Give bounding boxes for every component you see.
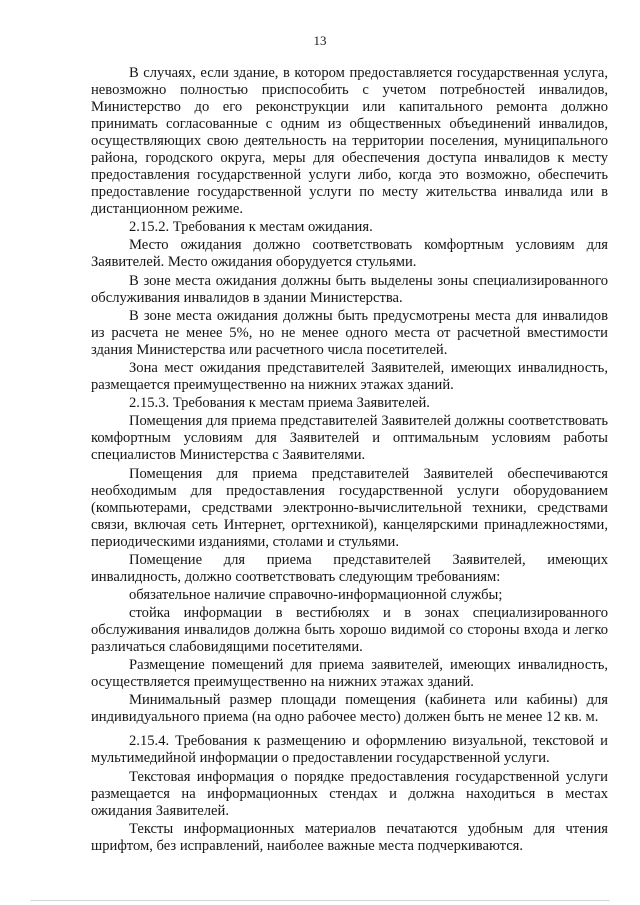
page-bottom-edge [30,900,610,901]
paragraph: обязательное наличие справочно-информационной службы; [129,586,503,603]
section-heading: 2.15.2. Требования к местам ожидания. [129,219,373,236]
section-heading: 2.15.3. Требования к местам приема Заявителей. [129,395,430,412]
paragraph: Минимальный размер площади помещения (кабинета или кабины) для индивидуального приема (на одно рабочее место) должен быть не менее 12 кв. м. [91,692,608,726]
paragraph: Помещения для приема представителей Заявителей должны соответствовать комфортным условиям для Заявителей и оптимальным условиям работы специалистов Министерства с Заявителями. [91,413,608,464]
paragraph: Зона мест ожидания представителей Заявителей, имеющих инвалидность, размещается преимущественно на нижних этажах зданий. [91,359,608,393]
page-number: 13 [313,33,327,48]
document-body [91,65,608,856]
paragraph: В зоне места ожидания должны быть выделены зоны специализированного обслуживания инвалидов в здании Министерства. [91,272,608,306]
paragraph: В зоне места ожидания должны быть предусмотрены места для инвалидов из расчета не менее 5%, но не менее одного места от расчетной вместимости здания Министерства или расчетного числа посетителей. [91,307,608,358]
paragraph: Помещение для приема представителей Заявителей, имеющих инвалидность, должно соответствовать следующим требованиям: [91,551,608,585]
paragraph: Текстовая информация о порядке предоставления государственной услуги размещается на информационных стендах и должна находиться в местах ожидания Заявителей. [91,768,608,819]
paragraph: стойка информации в вестибюлях и в зонах специализированного обслуживания инвалидов должна быть хорошо видимой со стороны входа и легко различаться слабовидящими посетителями. [91,605,608,656]
paragraph: Помещения для приема представителей Заявителей обеспечиваются необходимым для предоставления государственной услуги оборудованием (компьютерами, средствами электронно-вычислительной техники, средствами связи, включая сеть Интернет, оргтехникой), канцелярскими принадлежностями, периодическими изданиями, столами и стульями. [91,465,608,550]
paragraph: Место ожидания должно соответствовать комфортным условиям для Заявителей. Место ожидания оборудуется стульями. [91,237,608,271]
section-heading: 2.15.4. Требования к размещению и оформлению визуальной, текстовой и мультимедийной информации о предоставлении государственной услуги. [91,733,608,767]
paragraph: В случаях, если здание, в котором предоставляется государственная услуга, невозможно полностью приспособить с учетом потребностей инвалидов, Министерство до его реконструкции или капитального ремонта должно принимать согласованные с одним из общественных объединений инвалидов, осуществляющих свою деятельность на территории поселения, муниципального района, городского округа, меры для обеспечения доступа инвалидов к месту предоставления государственной услуги либо, когда это возможно, обеспечить предоставление государственной услуги по месту жительства инвалида или в дистанционном режиме. [91,65,608,217]
paragraph: Размещение помещений для приема заявителей, имеющих инвалидность, осуществляется преимущественно на нижних этажах зданий. [91,657,608,691]
paragraph: Тексты информационных материалов печатаются удобным для чтения шрифтом, без исправлений, наиболее важные места подчеркиваются. [91,820,608,854]
